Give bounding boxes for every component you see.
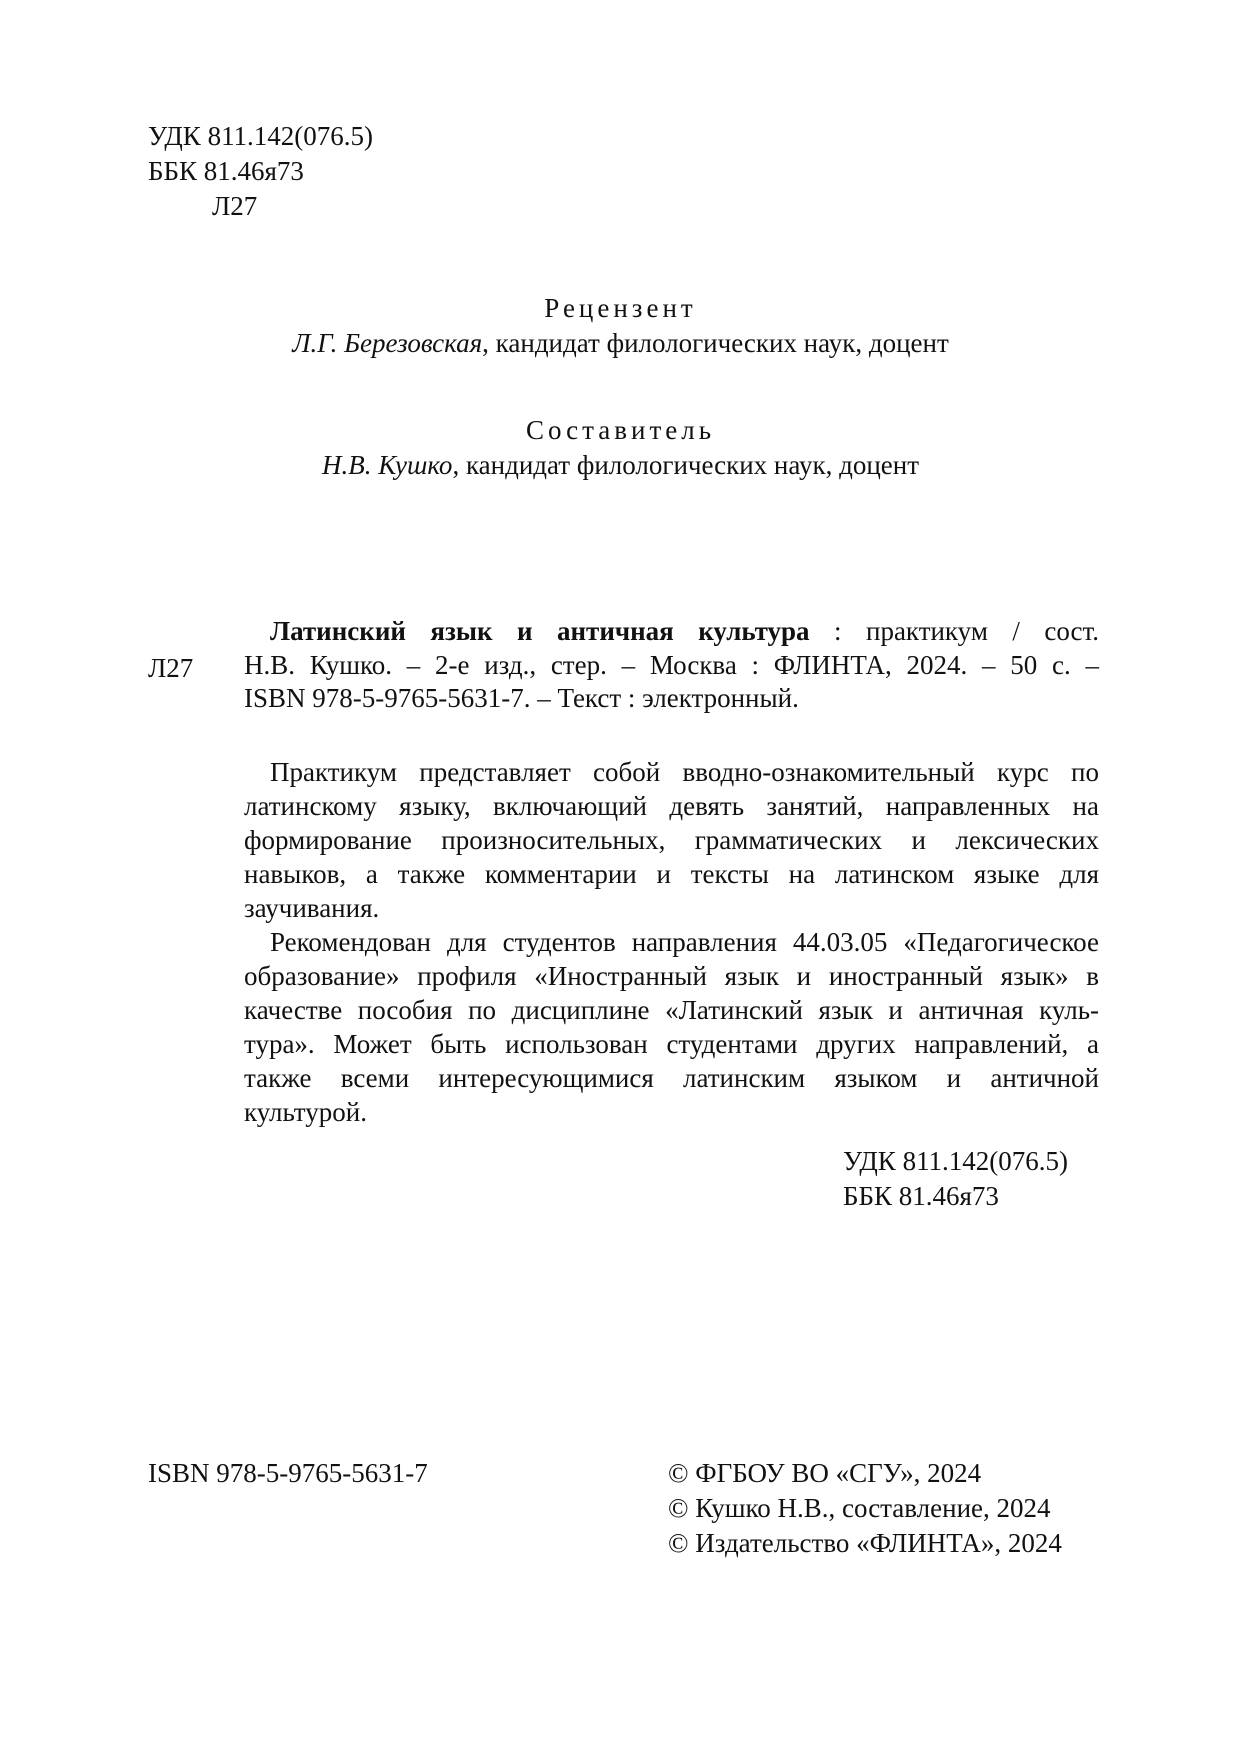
book-title-rest: : практикум / сост.	[809, 616, 1099, 646]
entry-line-1	[244, 615, 1099, 649]
copyright-line: © Кушко Н.В., составление, 2024	[668, 1493, 1051, 1523]
reviewer-heading: Рецензент	[544, 293, 697, 323]
abstract-p1-line: латинскому языку, включающий девять занятий, направленных на	[244, 791, 1099, 821]
bbk-code-top: ББК 81.46я73	[148, 156, 304, 186]
reviewer-line	[0, 325, 1241, 361]
bbk-code-bottom: ББК 81.46я73	[843, 1181, 999, 1211]
abstract-p2-line: также всеми интересующимися латинским языком и античной	[244, 1063, 1099, 1093]
abstract-p1-line: Практикум представляет собой вводно-ознакомительный курс по	[270, 757, 1099, 787]
book-title: Латинский язык и античная культура	[270, 616, 810, 646]
abstract-p1-line: формирование произносительных, грамматических и лексических	[244, 825, 1099, 855]
abstract-p2-line: культурой.	[244, 1097, 367, 1127]
compiler-name: Н.В. Кушко	[321, 450, 453, 480]
abstract-p1-line: навыков, а также комментарии и тексты на латинском языке для	[244, 859, 1099, 889]
abstract-p2-line: Рекомендован для студентов направления 44.03.05 «Педагогическое	[270, 927, 1099, 957]
compiler-credentials: , кандидат филологических наук, доцент	[452, 450, 920, 480]
author-mark-top: Л27	[212, 191, 258, 221]
abstract-p2-line: качестве пособия по дисциплине «Латинский язык и античная куль-	[244, 995, 1099, 1025]
author-mark-entry: Л27	[148, 653, 194, 683]
abstract-p1-line: заучивания.	[244, 893, 380, 923]
abstract	[244, 755, 1099, 1129]
entry-line-3: ISBN 978-5-9765-5631-7. – Текст : электронный.	[244, 683, 799, 713]
isbn: ISBN 978-5-9765-5631-7	[148, 1458, 428, 1488]
abstract-p2-line: тура». Может быть использован студентами других направлений, а	[244, 1029, 1099, 1059]
reviewer-credentials: , кандидат филологических наук, доцент	[482, 328, 949, 358]
udk-code-bottom: УДК 811.142(076.5)	[843, 1146, 1069, 1176]
compiler-line	[0, 447, 1241, 483]
abstract-p2-line: образование» профиля «Иностранный язык и иностранный язык» в	[244, 961, 1099, 991]
bibliographic-entry	[244, 615, 1099, 716]
copyright-line: © Издательство «ФЛИНТА», 2024	[668, 1528, 1062, 1558]
udk-code-top: УДК 811.142(076.5)	[148, 121, 374, 151]
compiler-heading: Составитель	[525, 415, 716, 445]
entry-line-2: Н.В. Кушко. – 2-е изд., стер. – Москва : ФЛИНТА, 2024. – 50 с. –	[244, 649, 1099, 680]
reviewer-name: Л.Г. Березовская	[292, 328, 483, 358]
copyright-line: © ФГБОУ ВО «СГУ», 2024	[668, 1458, 982, 1488]
